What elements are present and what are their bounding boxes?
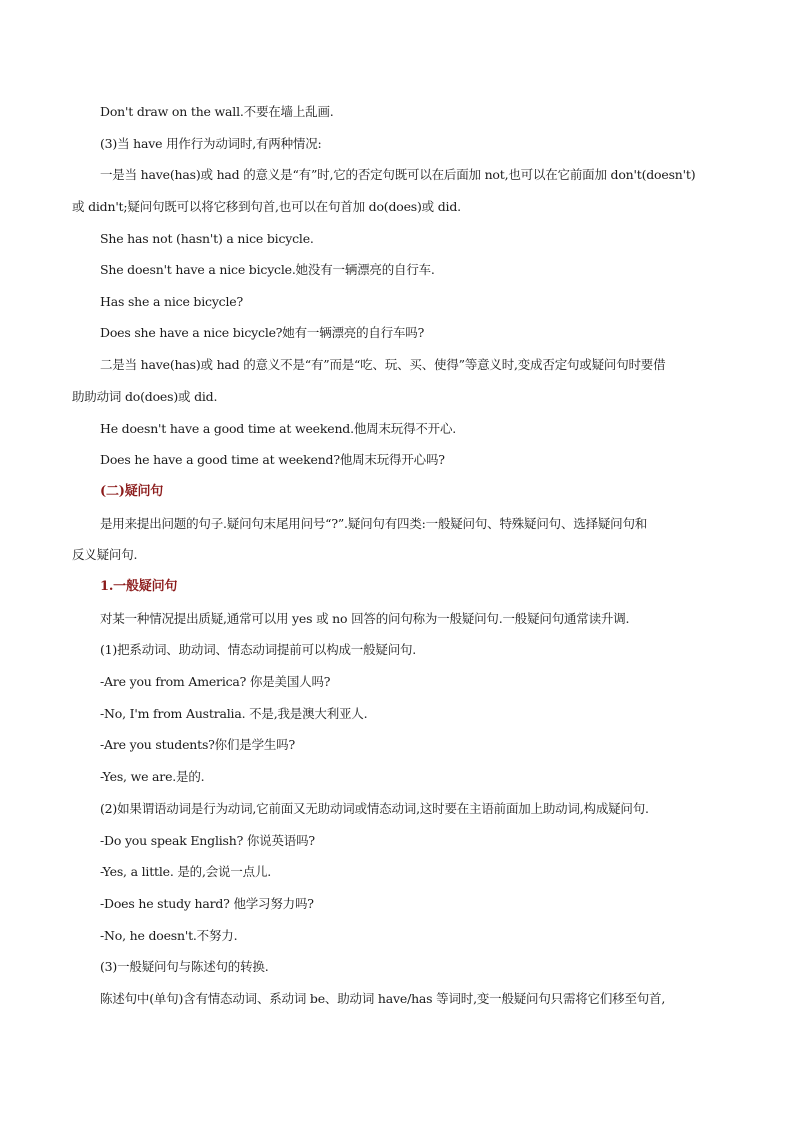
text-line: (2)如果谓语动词是行为动词,它前面又无助动词或情态动词,这时要在主语前面加上助动词,构成疑问句. [100, 801, 649, 816]
text-line: (3)一般疑问句与陈述句的转换. [100, 959, 269, 974]
text-line: -Yes, a little. 是的,会说一点儿. [100, 864, 272, 879]
text-line: Does she have a nice bicycle?她有一辆漂亮的自行车吗? [100, 325, 425, 340]
text-line: Has she a nice bicycle? [100, 294, 243, 309]
text-line: 一是当 have(has)或 had 的意义是“有”时,它的否定句既可以在后面加 not,也可以在它前面加 don't(doesn't) [100, 167, 696, 182]
subsection-heading: 1.一般疑问句 [100, 579, 178, 594]
text-line: -Do you speak English? 你说英语吗? [100, 833, 315, 848]
text-line: 二是当 have(has)或 had 的意义不是“有”而是“吃、玩、买、使得”等意义时,变成否定句或疑问句时要借 [100, 357, 666, 372]
text-line: -Are you students?你们是学生吗? [100, 737, 295, 752]
text-line: -No, I'm from Australia. 不是,我是澳大利亚人. [100, 706, 368, 721]
text-line: -Yes, we are.是的. [100, 769, 205, 784]
text-line: She doesn't have a nice bicycle.她没有一辆漂亮的自行车. [100, 262, 435, 277]
text-line: Does he have a good time at weekend?他周末玩得开心吗? [100, 452, 445, 467]
text-line: (1)把系动词、助动词、情态动词提前可以构成一般疑问句. [100, 642, 417, 657]
text-line: -No, he doesn't.不努力. [100, 928, 238, 943]
text-line: 对某一种情况提出质疑,通常可以用 yes 或 no 回答的问句称为一般疑问句.一般疑问句通常读升调. [100, 611, 630, 626]
text-line: -Does he study hard? 他学习努力吗? [100, 896, 314, 911]
section-heading: (二)疑问句 [100, 484, 164, 499]
text-line: She has not (hasn't) a nice bicycle. [100, 231, 314, 246]
text-line: 或 didn't;疑问句既可以将它移到句首,也可以在句首加 do(does)或 did. [72, 199, 461, 214]
text-line: 助助动词 do(does)或 did. [72, 389, 218, 404]
text-line: 反义疑问句. [72, 547, 138, 562]
text-line: He doesn't have a good time at weekend.他周末玩得不开心. [100, 421, 457, 436]
text-line: -Are you from America? 你是美国人吗? [100, 674, 331, 689]
text-line: (3)当 have 用作行为动词时,有两种情况: [100, 136, 322, 151]
text-line: 是用来提出问题的句子.疑问句末尾用问号“?”.疑问句有四类:一般疑问句、特殊疑问句、选择疑问句和 [100, 516, 648, 531]
text-line: Don't draw on the wall.不要在墙上乱画. [100, 104, 334, 119]
text-line: 陈述句中(单句)含有情态动词、系动词 be、助动词 have/has 等词时,变一般疑问句只需将它们移至句首, [100, 991, 666, 1006]
